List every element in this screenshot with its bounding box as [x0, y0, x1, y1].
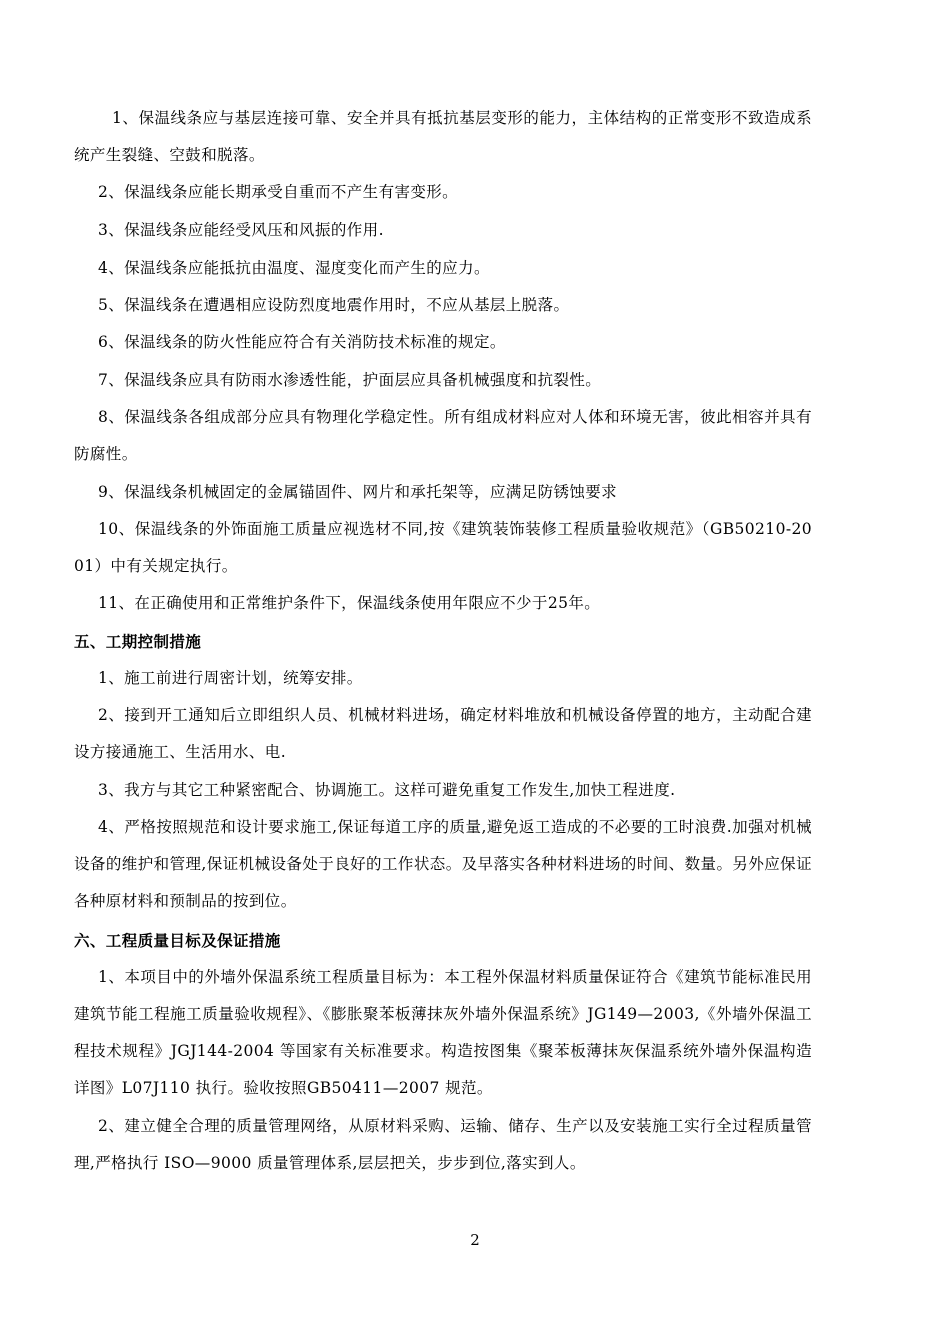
paragraph-7: 7、保温线条应具有防雨水渗透性能，护面层应具备机械强度和抗裂性。 — [98, 371, 602, 389]
paragraph-5: 5、保温线条在遭遇相应设防烈度地震作用时，不应从基层上脱落。 — [98, 296, 570, 314]
schedule-item-2: 2、接到开工通知后立即组织人员、机械材料进场，确定材料堆放和机械设备停置的地方，主动配合建设方接通施工、生活用水、电. — [74, 706, 812, 761]
section-heading-quality: 六、工程质量目标及保证措施 — [74, 931, 281, 950]
paragraph-9: 9、保温线条机械固定的金属锚固件、网片和承托架等，应满足防锈蚀要求 — [98, 483, 618, 501]
schedule-item-4: 4、严格按照规范和设计要求施工,保证每道工序的质量,避免返工造成的不必要的工时浪费.加强对机械设备的维护和管理,保证机械设备处于良好的工作状态。及早落实各种材料进场的时间、数量。另外应保证各种原材料和预制品的按到位。 — [74, 818, 812, 910]
page-number: 2 — [470, 1231, 480, 1249]
paragraph-3: 3、保温线条应能经受风压和风振的作用. — [98, 221, 384, 239]
paragraph-2: 2、保温线条应能长期承受自重而不产生有害变形。 — [98, 183, 459, 201]
schedule-item-3: 3、我方与其它工种紧密配合、协调施工。这样可避免重复工作发生,加快工程进度. — [98, 781, 676, 799]
paragraph-4: 4、保温线条应能抵抗由温度、湿度变化而产生的应力。 — [98, 259, 490, 277]
paragraph-8: 8、保温线条各组成部分应具有物理化学稳定性。所有组成材料应对人体和环境无害，彼此相容并具有防腐性。 — [74, 408, 812, 463]
paragraph-10: 10、保温线条的外饰面施工质量应视选材不同,按《建筑装饰装修工程质量验收规范》（GB50210-2001）中有关规定执行。 — [74, 520, 812, 575]
quality-item-2: 2、建立健全合理的质量管理网络，从原材料采购、运输、储存、生产以及安装施工实行全过程质量管理,严格执行 ISO—9000 质量管理体系,层层把关，步步到位,落实到人。 — [74, 1117, 812, 1172]
paragraph-6: 6、保温线条的防火性能应符合有关消防技术标准的规定。 — [98, 333, 506, 351]
paragraph-11: 11、在正确使用和正常维护条件下，保温线条使用年限应不少于25年。 — [98, 594, 601, 612]
schedule-item-1: 1、施工前进行周密计划，统筹安排。 — [98, 669, 363, 687]
paragraph-1: 1、保温线条应与基层连接可靠、安全并具有抵抗基层变形的能力，主体结构的正常变形不致造成系统产生裂缝、空鼓和脱落。 — [74, 109, 812, 164]
section-heading-schedule: 五、工期控制措施 — [74, 632, 202, 651]
quality-item-1: 1、本项目中的外墙外保温系统工程质量目标为：本工程外保温材料质量保证符合《建筑节能标准民用建筑节能工程施工质量验收规程》、《膨胀聚苯板薄抹灰外墙外保温系统》JG149—2003,《外墙外保温工程技术规程》JGJ144-2004 等国家有关标准要求。构造按图集《聚苯板薄抹灰保温系统外墙外保温构造详图》L07J110 执行。验收按照GB50411—2007 规范。 — [74, 968, 812, 1097]
